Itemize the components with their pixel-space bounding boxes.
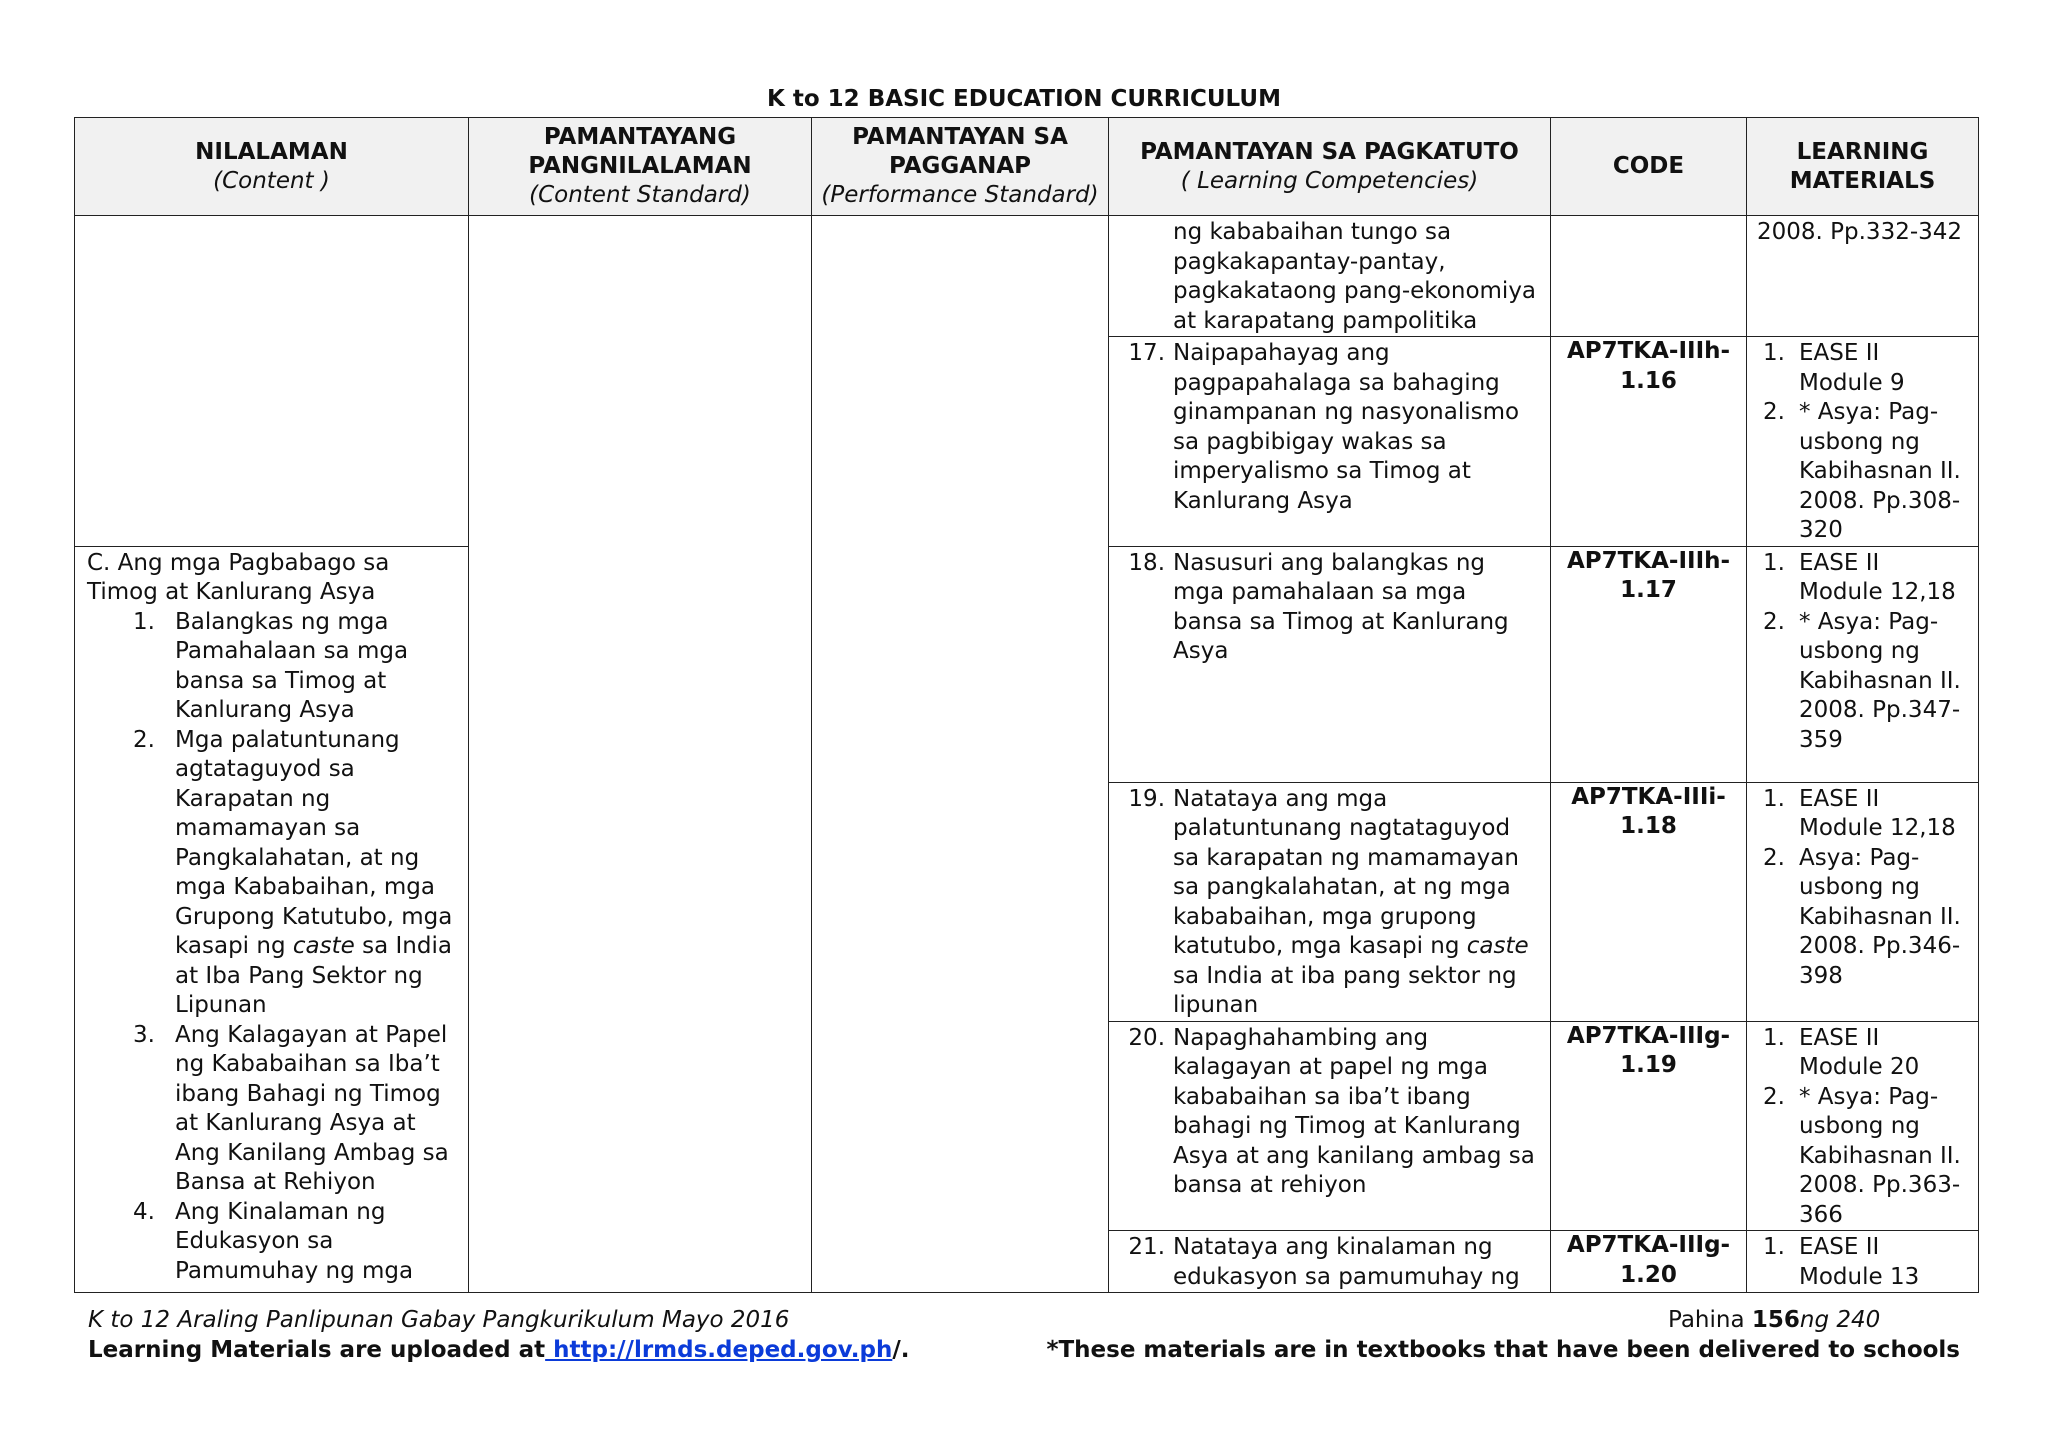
content-item: 1. Balangkas ng mga Pamahalaan sa mga bansa sa Timog at Kanlurang Asya [133,608,409,723]
material-item: 2. * Asya: Pag-usbong ng Kabihasnan II. 2008. Pp.347-359 [1763,608,1961,753]
code-cell: AP7TKA-IIIh-1.16 [1551,337,1747,547]
material-item: 1. EASE II Module 9 [1763,340,1905,396]
material-item: 1. EASE II Module 12,18 [1763,549,1956,605]
footer-upload-note: Learning Materials are uploaded at http://lrmds.deped.gov.ph/. [88,1337,910,1363]
materials-cell [1747,782,1979,1021]
header-code: CODE [1551,118,1747,216]
content-item: 4. Ang Kinalaman ng Edukasyon sa Pamumuhay ng mga [133,1198,414,1284]
material-item: 1. EASE II Module 12,18 [1763,785,1956,841]
code-cell: AP7TKA-IIIh-1.17 [1551,546,1747,782]
content-section-title: C. Ang mga Pagbabago sa Timog at Kanlurang Asya [87,549,390,605]
material-item: 2008. Pp.332-342 [1757,219,1963,245]
footer-page-number: Pahina 156ng 240 [1668,1307,1881,1333]
header-content-standard: PAMANTAYANG PANGNILALAMAN (Content Standard) [469,118,812,216]
code-cell: AP7TKA-IIIg-1.19 [1551,1021,1747,1231]
header-learning-materials: LEARNING MATERIALS [1747,118,1979,216]
content-standard-cell [469,216,812,1293]
header-performance-standard: PAMANTAYAN SA PAGGANAP (Performance Standard) [812,118,1109,216]
footer-guide-title: K to 12 Araling Panlipunan Gabay Pangkurikulum Mayo 2016 [88,1307,790,1333]
header-nilalaman: NILALAMAN (Content ) [75,118,469,216]
materials-cell [1747,337,1979,547]
competency-cell: 18. Nasusuri ang balangkas ng mga pamahalaan sa mga bansa sa Timog at Kanlurang Asya [1109,546,1551,782]
competency-cell: 19. Natataya ang mga palatuntunang nagtataguyod sa karapatan ng mamamayan sa pangkalahatan, at ng mga kababaihan, mga grupong katutubo, mga kasapi ng caste sa India at iba pang sektor ng lipunan [1109,782,1551,1021]
materials-cell [1747,546,1979,782]
materials-cell [1747,216,1979,337]
competency-cell: 21. Natataya ang kinalaman ng edukasyon sa pamumuhay ng [1109,1231,1551,1293]
material-item: 1. EASE II Module 13 [1763,1234,1920,1290]
competency-cell: 17. Naipapahayag ang pagpapahalaga sa bahaging ginampanan ng nasyonalismo sa pagbibigay wakas sa imperyalismo sa Timog at Kanlurang Asya [1109,337,1551,547]
material-item: 2. * Asya: Pag-usbong ng Kabihasnan II. 2008. Pp.363-366 [1763,1083,1961,1228]
competency-cell: ng kababaihan tungo sa pagkakapantay-pantay, pagkakataong pang-ekonomiya at karapatang pampolitika [1109,216,1551,337]
code-cell: AP7TKA-IIIi-1.18 [1551,782,1747,1021]
content-cell [75,546,469,1293]
header-row [75,118,1979,216]
lrmds-link[interactable]: http://lrmds.deped.gov.ph [545,1337,893,1363]
table-row [75,216,1979,337]
footer-textbook-note: *These materials are in textbooks that have been delivered to schools [1046,1337,1960,1363]
material-item: 2. Asya: Pag-usbong ng Kabihasnan II. 2008. Pp.346-398 [1763,844,1961,989]
curriculum-table [74,117,1979,1293]
material-item: 1. EASE II Module 20 [1763,1024,1920,1080]
material-item: 2. * Asya: Pag-usbong ng Kabihasnan II. 2008. Pp.308-320 [1763,399,1961,543]
materials-cell [1747,1231,1979,1293]
header-learning-competencies: PAMANTAYAN SA PAGKATUTO ( Learning Competencies) [1109,118,1551,216]
materials-cell [1747,1021,1979,1231]
document-title: K to 12 BASIC EDUCATION CURRICULUM [767,86,1281,112]
code-cell: AP7TKA-IIIg-1.20 [1551,1231,1747,1293]
competency-cell: 20. Napaghahambing ang kalagayan at papel ng mga kababaihan sa iba’t ibang bahagi ng Timog at Kanlurang Asya at ang kanilang ambag sa bansa at rehiyon [1109,1021,1551,1231]
performance-standard-cell [812,216,1109,1293]
content-item: 2. Mga palatuntunang agtataguyod sa Karapatan ng mamamayan sa Pangkalahatan, at ng mga Kababaihan, mga Grupong Katutubo, mga kasapi ng caste sa India at Iba Pang Sektor ng Lipunan [133,726,453,1018]
code-cell [1551,216,1747,337]
content-cell-empty [75,216,469,547]
content-item: 3. Ang Kalagayan at Papel ng Kababaihan sa Iba’t ibang Bahagi ng Timog at Kanlurang Asya at Ang Kanilang Ambag sa Bansa at Rehiyon [133,1021,449,1195]
